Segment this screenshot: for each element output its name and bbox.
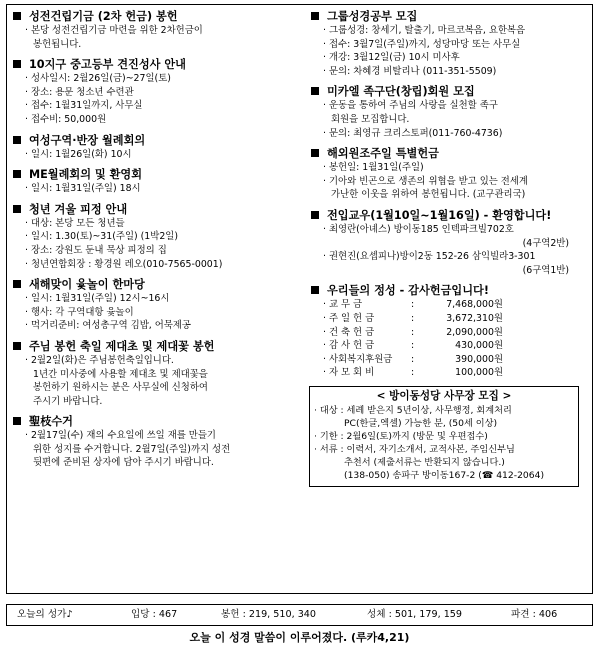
hymn-offertory: 봉헌 : 219, 510, 340 (221, 609, 316, 620)
notice-line: · 먹거리준비: 여성총구역 김밥, 어묵제공 (25, 320, 191, 332)
notice-line: · 대상: 본당 모든 청년들 (25, 217, 125, 229)
notice-line: · 일시: 1월31일(주일) 12시~16시 (25, 293, 170, 305)
recruit-title: < 방이동성당 사무장 모집 > (376, 389, 512, 402)
notice-section (11, 133, 301, 162)
notice-line: (4구역2반) (522, 237, 569, 249)
notice-title: 여성구역·반장 월례회의 (11, 133, 301, 148)
notice-section (309, 208, 589, 277)
notice-title: 새해맞이 윷놀이 한마당 (11, 277, 301, 292)
notice-line: 봉헌됩니다. (33, 38, 82, 50)
notice-line: · 본당 성전건립기금 마련을 위한 2차헌금이 (25, 25, 203, 36)
square-bullet-icon (311, 211, 319, 219)
offering-label: · 자 모 회 비 (323, 367, 375, 379)
notice-title: 전입교우(1월10일~1월16일) - 환영합니다! (309, 208, 589, 223)
recruit-line: (138-050) 송파구 방이동167-2 (☎ 412-2064) (344, 469, 545, 481)
notice-title: 성전건립기금 (2차 헌금) 봉헌 (11, 9, 301, 24)
offering-colon: : (411, 299, 415, 311)
scripture-footer: 오늘 이 성경 말씀이 이루어졌다. (루카4,21) (189, 631, 410, 644)
notice-title: 聖枝수거 (11, 414, 301, 429)
offering-section (309, 283, 589, 380)
notice-line: · 그룹성경: 창세기, 탈출기, 마르코복음, 요한복음 (323, 25, 526, 36)
right-sections (309, 9, 589, 277)
notice-section (309, 9, 589, 78)
notice-title: 주님 봉헌 축일 제대초 및 제대꽃 봉헌 (11, 339, 301, 354)
notice-section (11, 9, 301, 51)
offering-amount: 430,000원 (455, 340, 503, 352)
square-bullet-icon (311, 286, 319, 294)
recruit-line: · 기한 : 2월6일(토)까지 (방문 및 우편접수) (314, 430, 488, 442)
notice-section (11, 57, 301, 126)
offering-table (309, 298, 589, 380)
offering-row (309, 339, 589, 353)
recruit-box (309, 386, 579, 487)
notice-line: · 접수: 3월7일(주일)까지, 성당마당 또는 사무실 (323, 38, 521, 50)
notice-title: 청년 겨울 피정 안내 (11, 202, 301, 217)
notice-line: · 접수비: 50,000원 (25, 113, 107, 125)
notice-line: · 장소: 용문 청소년 수련관 (25, 86, 134, 98)
notice-line: · 문의: 차혜경 비탈리나 (011-351-5509) (323, 65, 497, 77)
recruit-line: PC(한글,엑셀) 가능한 분, (50세 이상) (344, 417, 498, 429)
notice-line: · 최영란(아녜스) 방이동185 인텍파크빌702호 (323, 223, 514, 235)
notice-line: · 일시: 1.30(토)~31(주일) (1박2일) (25, 231, 179, 243)
notice-line: · 일시: 1월31일(주일) 18시 (25, 183, 141, 195)
hymn-stats-bar (6, 604, 593, 626)
notice-line: · 2월2일(화)은 주님봉헌축일입니다. (25, 354, 174, 366)
hymn-communion: 성체 : 501, 179, 159 (367, 609, 462, 620)
offering-label: · 주 일 헌 금 (323, 312, 375, 324)
square-bullet-icon (13, 12, 21, 20)
offering-row (309, 353, 589, 367)
offering-colon: : (411, 367, 415, 379)
offering-row (309, 326, 589, 340)
notice-line: · 운동을 통하여 주님의 사랑을 실천할 족구 (323, 100, 498, 112)
offering-title: 우리들의 정성 - 감사헌금입니다! (309, 283, 589, 298)
hymn-entrance: 입당 : 467 (131, 609, 178, 620)
notice-section (11, 339, 301, 408)
square-bullet-icon (13, 60, 21, 68)
notice-line: · 일시: 1월26일(화) 10시 (25, 148, 132, 160)
left-column (11, 9, 301, 476)
recruit-line: 추천서 (제출서류는 반환되지 않습니다.) (344, 456, 505, 468)
offering-colon: : (411, 353, 415, 365)
notice-line: · 기아와 빈곤으로 생존의 위협을 받고 있는 전세계 (323, 175, 528, 187)
notice-section (309, 84, 589, 140)
offering-amount: 2,090,000원 (446, 326, 503, 338)
recruit-lines (314, 404, 574, 482)
square-bullet-icon (311, 149, 319, 157)
notice-title: 미카엘 족구단(창립)회원 모집 (309, 84, 589, 99)
recruit-line: · 서류 : 이력서, 자기소개서, 교적사본, 주임신부님 (314, 443, 515, 455)
square-bullet-icon (13, 136, 21, 144)
notice-line: · 성사일시: 2월26일(금)~27일(토) (25, 73, 171, 85)
square-bullet-icon (311, 87, 319, 95)
notice-line: (6구역1반) (522, 264, 569, 276)
notice-line: · 청년연합회장 : 황경원 레오(010-7565-0001) (25, 258, 223, 270)
offering-label: · 사회복지후원금 (323, 353, 393, 365)
notice-line: · 행사: 각 구역대항 윷놀이 (25, 306, 134, 318)
offering-row (309, 298, 589, 312)
offering-amount: 7,468,000원 (446, 299, 503, 311)
square-bullet-icon (13, 205, 21, 213)
notice-line: 1년간 미사중에 사용할 제대초 및 제대꽃을 (33, 368, 208, 380)
square-bullet-icon (13, 342, 21, 350)
notice-line: 회원을 모집합니다. (331, 113, 410, 125)
notice-line: · 문의: 최영규 크리스토퍼(011-760-4736) (323, 127, 503, 139)
notice-line: 가난한 이웃을 위하여 봉헌됩니다. (교구관리국) (331, 189, 526, 201)
offering-label: · 감 사 헌 금 (323, 340, 375, 352)
recruit-line: · 대상 : 세례 받은지 5년이상, 사무행정, 회계처리 (314, 404, 512, 416)
square-bullet-icon (13, 280, 21, 288)
notice-line: · 권현진(요셉피나)방이2동 152-26 삼익빌라3-301 (323, 251, 536, 263)
notice-line: 주시기 바랍니다. (33, 395, 103, 407)
offering-row (309, 366, 589, 380)
bulletin-page (6, 4, 593, 594)
notice-line: 위한 성지를 수거합니다. 2월7일(주일)까지 성전 (33, 443, 231, 455)
offering-amount: 390,000원 (455, 353, 503, 365)
notice-line: · 접수: 1월31일까지, 사무실 (25, 100, 143, 112)
offering-amount: 3,672,310원 (446, 312, 503, 324)
notice-title: 그룹성경공부 모집 (309, 9, 589, 24)
right-column (309, 9, 589, 487)
notice-title: 10지구 중고등부 견진성사 안내 (11, 57, 301, 72)
notice-line: · 장소: 강원도 둔내 묵상 피정의 집 (25, 244, 167, 256)
notice-title: ME월례회의 및 환영회 (11, 167, 301, 182)
notice-section (11, 277, 301, 333)
offering-label: · 건 축 헌 금 (323, 326, 375, 338)
notice-line: · 개강: 3월12일(금) 10시 미사후 (323, 52, 460, 64)
hymn-dismissal: 파견 : 406 (511, 609, 558, 620)
offering-label: · 교 무 금 (323, 299, 363, 311)
notice-section (11, 414, 301, 470)
notice-section (309, 146, 589, 202)
offering-colon: : (411, 312, 415, 324)
square-bullet-icon (13, 417, 21, 425)
notice-line: · 2월17일(수) 재의 수요일에 쓰일 재를 만들기 (25, 430, 216, 442)
notice-section (11, 202, 301, 271)
notice-section (11, 167, 301, 196)
notice-title: 해외원조주일 특별헌금 (309, 146, 589, 161)
offering-colon: : (411, 340, 415, 352)
notice-line: · 봉헌일: 1월31일(주일) (323, 162, 424, 174)
offering-amount: 100,000원 (455, 367, 503, 379)
square-bullet-icon (311, 12, 319, 20)
hymn-label: 오늘의 성가♪ (17, 609, 73, 620)
offering-row (309, 312, 589, 326)
offering-colon: : (411, 326, 415, 338)
square-bullet-icon (13, 170, 21, 178)
notice-line: 봉헌하기 원하시는 분은 사무실에 신청하여 (33, 382, 208, 394)
notice-line: 뒷편에 준비된 상자에 담아 주시기 바랍니다. (33, 457, 214, 469)
